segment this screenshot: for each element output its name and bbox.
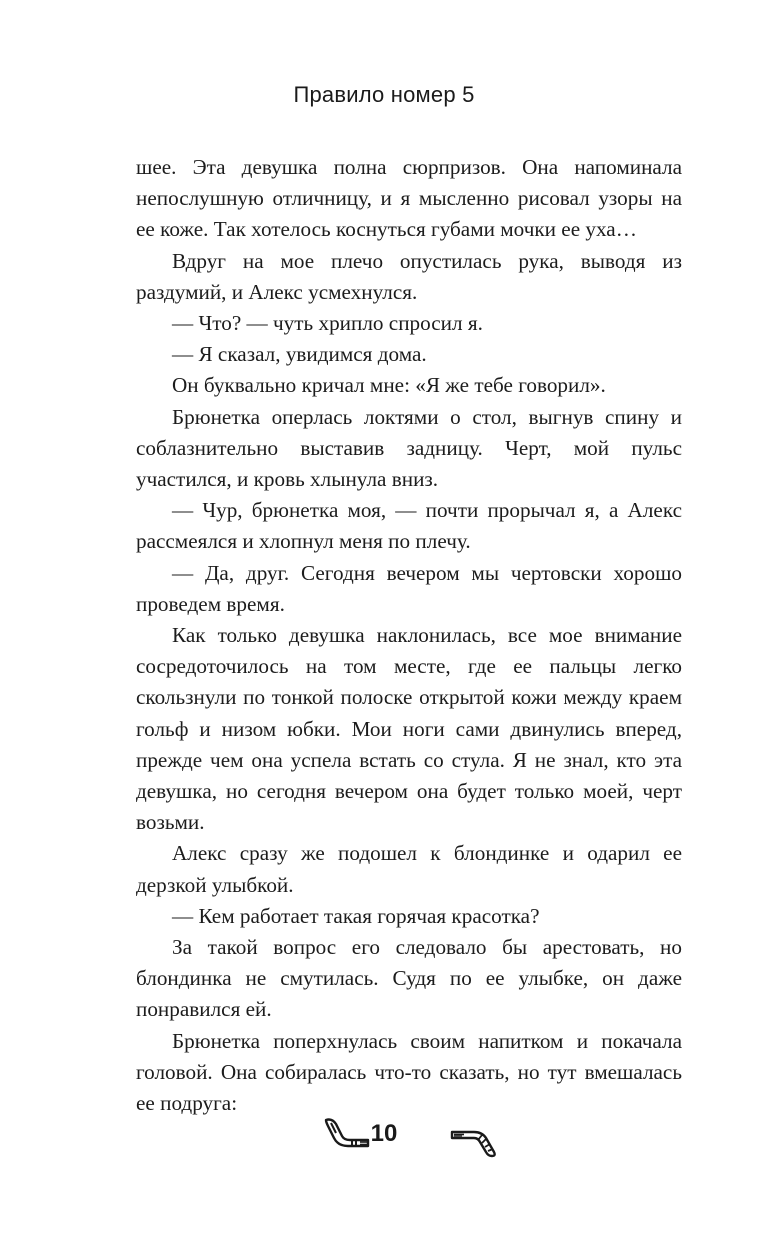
paragraph: — Что? — чуть хрипло спросил я. xyxy=(172,311,483,336)
running-head-title: Правило номер 5 xyxy=(293,82,475,107)
paragraph: — Я сказал, увидимся дома. xyxy=(172,342,427,367)
paragraph: — Чур, брюнетка моя, — почти прорычал я, а Алекс рассмеялся и хлопнул меня по плечу. xyxy=(136,498,682,554)
page-footer xyxy=(0,1112,768,1162)
paragraph: Вдруг на мое плечо опустилась рука, выводя из раздумий, и Алекс усмехнулся. xyxy=(136,248,682,304)
paragraph: За такой вопрос его следовало бы арестовать, но блондинка не смутилась. Судя по ее улыбке, он даже понравился ей. xyxy=(136,935,682,1022)
hockey-stick-icon xyxy=(448,1122,500,1162)
paragraph: Он буквально кричал мне: «Я же тебе говорил». xyxy=(172,373,606,398)
paragraph: Брюнетка оперлась локтями о стол, выгнув спину и соблазнительно выставив задницу. Черт, мой пульс участился, и кровь хлынула вниз. xyxy=(136,404,682,492)
paragraph: — Да, друг. Сегодня вечером мы чертовски хорошо проведем время. xyxy=(136,560,682,616)
paragraph: — Кем работает такая горячая красотка? xyxy=(172,903,540,928)
paragraph: шее. Эта девушка полна сюрпризов. Она напоминала непослушную отличницу, и я мысленно рисовал узоры на ее коже. Так хотелось коснуться губами мочки ее уха… xyxy=(136,155,682,242)
paragraph: Как только девушка наклонилась, все мое внимание сосредоточилось на том месте, где ее пальцы легко скользнули по тонкой полоске открытой кожи между краем гольф и низом юбки. Мои ноги сами двинулись вперед, прежде чем она успела встать со стула. Я не знал, кто эта девушка, но сегодня вечером она будет только моей, черт возьми. xyxy=(136,623,682,835)
paragraph: Брюнетка поперхнулась своим напитком и покачала головой. Она собиралась что-то сказать, но тут вмешалась ее подруга: xyxy=(136,1028,682,1116)
paragraph: Алекс сразу же подошел к блондинке и одарил ее дерзкой улыбкой. xyxy=(136,841,682,897)
page-number: 10 xyxy=(370,1120,398,1147)
body-text xyxy=(136,152,682,1119)
